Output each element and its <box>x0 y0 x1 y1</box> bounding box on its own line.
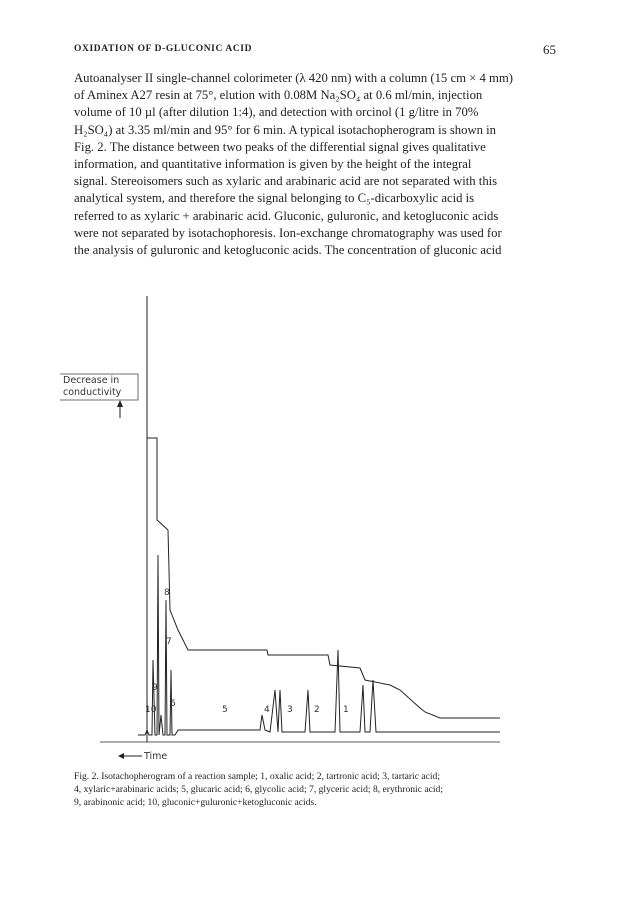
zone-label-9: 9 <box>152 683 158 693</box>
integral-signal <box>147 438 500 718</box>
figure-caption <box>74 770 556 809</box>
caption-line: 9, arabinonic acid; 10, gluconic+guluronic+ketogluconic acids. <box>74 797 317 808</box>
caption-line: Fig. 2. Isotachopherogram of a reaction sample; 1, oxalic acid; 2, tartronic acid; 3, tartaric acid; <box>74 771 441 782</box>
running-title: OXIDATION OF D-GLUCONIC ACID <box>74 44 253 54</box>
zone-label-10: 10 <box>145 705 157 715</box>
zone-label-6: 6 <box>170 699 176 709</box>
zone-label-5: 5 <box>222 705 228 715</box>
body-line: information, and quantitative information is given by the height of the integral <box>74 157 472 172</box>
body-line: Fig. 2. The distance between two peaks of the differential signal gives qualitative <box>74 139 486 154</box>
caption-line: 4, xylaric+arabinaric acids; 5, glucaric acid; 6, glycolic acid; 7, glyceric acid; 8, erythronic acid; <box>74 784 444 795</box>
body-line: of Aminex A27 resin at 75°, elution with 0.08M Na₂SO₄ at 0.6 ml/min, injection <box>74 88 483 103</box>
body-line: signal. Stereoisomers such as xylaric and arabinaric acid are not separated with this <box>74 174 498 189</box>
body-paragraph <box>74 70 556 259</box>
zone-label-2: 2 <box>314 705 320 715</box>
zone-label-8: 8 <box>164 588 170 598</box>
running-header <box>74 44 556 60</box>
body-line: volume of 10 µl (after dilution 1:4), and detection with orcinol (1 g/litre in 70% <box>74 105 479 120</box>
zone-label-4: 4 <box>264 705 270 715</box>
body-line: Autoanalyser II single-channel colorimeter (λ 420 nm) with a column (15 cm × 4 mm) <box>74 71 513 85</box>
xlabel-time: Time <box>144 751 168 760</box>
page-number: 65 <box>543 42 556 57</box>
time-arrow-head-icon <box>118 753 124 759</box>
body-line: the analysis of guluronic and ketogluconic acids. The concentration of gluconic acid <box>74 243 502 258</box>
ylabel-line-2: conductivity <box>63 387 122 398</box>
up-arrow-head-icon <box>117 400 123 407</box>
zone-label-3: 3 <box>287 705 293 715</box>
body-line: analytical system, and therefore the signal belonging to C₅-dicarboxylic acid is <box>74 191 475 206</box>
ylabel-line-1: Decrease in <box>63 375 120 386</box>
zone-label-1: 1 <box>343 705 349 715</box>
body-line: H₂SO₄) at 3.35 ml/min and 95° for 6 min. A typical isotachopherogram is shown in <box>74 122 496 137</box>
isotachopherogram-plot <box>60 290 560 760</box>
zone-label-7: 7 <box>166 637 172 647</box>
isotachopherogram-figure <box>60 290 560 760</box>
body-line: were not separated by isotachophoresis. Ion-exchange chromatography was used for <box>74 225 502 240</box>
body-line: referred to as xylaric + arabinaric acid. Gluconic, guluronic, and ketogluconic acids <box>74 208 499 223</box>
